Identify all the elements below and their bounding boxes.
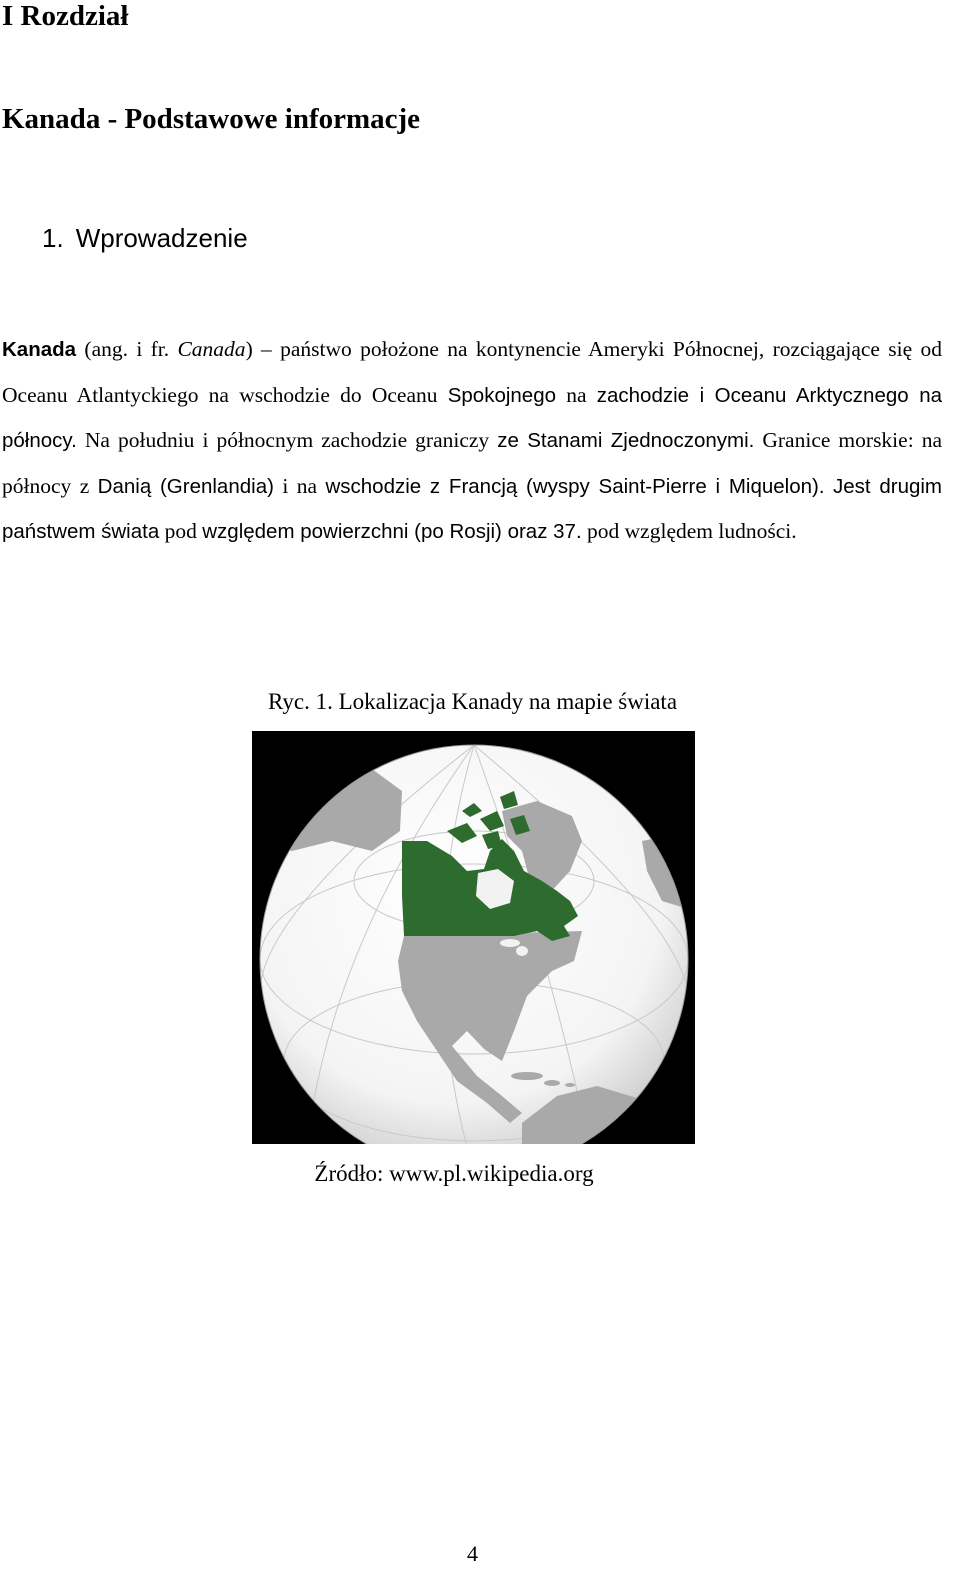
para-seg-f: Na południu i północnym zachodzie graniczy <box>76 428 498 453</box>
para-seg-e: zachodzie i Oceanu Arktycznego na północy. <box>2 383 942 453</box>
para-seg-k: wschodzie z Francją (wyspy Saint-Pierre i Miquelon). <box>325 474 825 498</box>
chapter-heading: I Rozdział <box>2 0 129 32</box>
para-seg-a: (ang. i fr. <box>84 337 178 361</box>
document-title: Kanada - Podstawowe informacje <box>2 103 421 135</box>
page-number: 4 <box>467 1541 478 1566</box>
para-seg-j: i na <box>273 473 326 498</box>
para-seg-d: na <box>556 382 597 407</box>
para-seg-g: ze Stanami Zjednoczonymi. <box>497 429 755 453</box>
section-heading <box>42 220 248 256</box>
term-canada: Canada <box>177 337 246 361</box>
para-seg-h: Granice morskie: na północy z <box>2 428 942 498</box>
term-kanada: Kanada <box>2 338 77 361</box>
para-seg-m: Jest drugim państwem świata <box>2 474 943 544</box>
para-seg-n: pod <box>159 519 203 544</box>
figure-caption: Ryc. 1. Lokalizacja Kanady na mapie świata <box>267 689 678 714</box>
para-seg-i: Danią (Grenlandia) <box>97 474 274 498</box>
section-number: 1. <box>42 223 64 253</box>
para-seg-b: ) – państwo położone na kontynencie Ameryki Północnej, rozciągające się od Oceanu Atlantyckiego na wschodzie do Oceanu <box>2 337 943 407</box>
figure-source: Źródło: www.pl.wikipedia.org <box>314 1161 594 1186</box>
globe-map-figure <box>252 731 695 1144</box>
section-title: Wprowadzenie <box>75 223 248 253</box>
globe-map-image <box>252 731 695 1144</box>
para-seg-o: względem powierzchni (po Rosji) oraz 37. <box>202 520 582 544</box>
para-seg-l <box>825 474 833 498</box>
para-seg-p: pod względem ludności. <box>581 519 797 544</box>
para-seg-c: Spokojnego <box>447 383 557 407</box>
intro-paragraph <box>2 327 942 555</box>
